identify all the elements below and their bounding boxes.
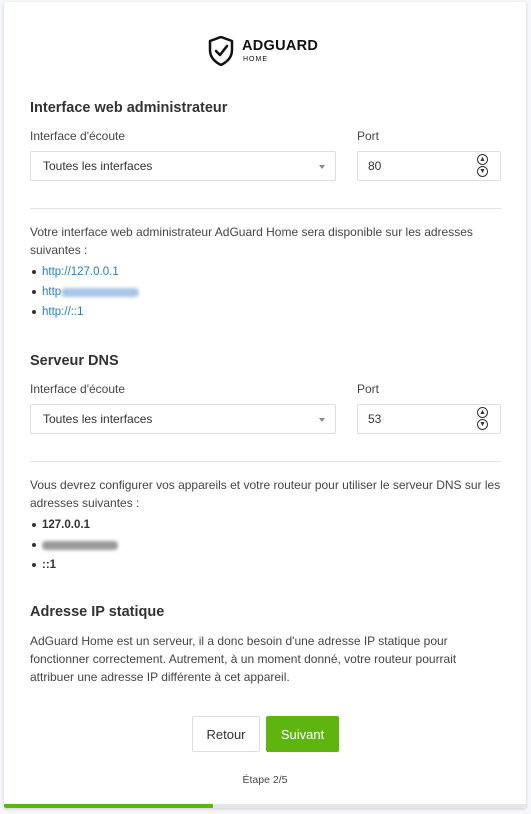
progress-bar [4,804,526,808]
dns-port-label: Port [357,382,380,396]
web-port-stepper[interactable] [477,154,490,179]
dns-info-text: Vous devrez configurer vos appareils et votre routeur pour utiliser le serveur DNS sur les adresses suivantes : [30,478,501,510]
list-item [32,535,118,555]
static-info-text: AdGuard Home est un serveur, il a donc besoin d'une adresse IP statique pour fonctionner correctement. Autrement, à un moment donné, votre routeur pourrait attribuer une adresse IP différente à cet appareil. [30,634,457,684]
web-address-link[interactable]: http [42,286,62,298]
chevron-down-icon[interactable]: ▼ [477,419,488,430]
setup-card [4,2,526,808]
dns-address: 127.0.0.1 [42,519,90,531]
web-address-link[interactable]: http://127.0.0.1 [42,266,119,278]
web-address-link[interactable]: http://::1 [42,306,84,318]
shield-check-icon [208,36,234,66]
dns-interface-select[interactable] [30,404,336,434]
static-section-title: Adresse IP statique [30,604,165,620]
brand-sub: HOME [243,55,268,63]
adguard-logo [208,36,318,66]
web-port-label: Port [357,129,380,143]
dns-listen-label: Interface d'écoute [30,382,126,396]
dns-section-title: Serveur DNS [30,353,119,369]
back-button[interactable]: Retour [192,716,260,752]
dns-port-input[interactable] [357,404,501,434]
divider [30,208,501,209]
chevron-down-icon[interactable]: ▼ [477,166,488,177]
caret-down-icon [319,418,325,422]
chevron-up-icon[interactable]: ▲ [477,154,488,165]
chevron-up-icon[interactable]: ▲ [477,407,488,418]
divider [30,461,501,462]
web-info-text: Votre interface web administrateur AdGuard Home sera disponible sur les adresses suivantes : [30,225,473,257]
web-address-list [32,262,139,322]
web-listen-label: Interface d'écoute [30,129,126,143]
list-item [32,302,139,322]
dns-address: ::1 [42,559,57,571]
web-interface-select[interactable] [30,151,336,181]
step-indicator: Étape 2/5 [242,774,288,786]
dns-port-value: 53 [368,412,382,426]
web-interface-value: Toutes les interfaces [43,159,153,173]
redacted-address [61,288,139,297]
next-button[interactable]: Suivant [266,716,339,752]
redacted-address [42,541,118,550]
dns-address-list [32,515,118,575]
brand-name: ADGUARD [242,38,319,55]
web-port-input[interactable] [357,151,501,181]
progress-fill [4,804,213,808]
list-item [32,262,139,282]
web-port-value: 80 [368,159,382,173]
dns-interface-value: Toutes les interfaces [43,412,153,426]
list-item [32,555,118,575]
dns-port-stepper[interactable] [477,407,490,432]
caret-down-icon [319,165,325,169]
list-item [32,282,139,302]
web-section-title: Interface web administrateur [30,100,228,116]
list-item [32,515,118,535]
